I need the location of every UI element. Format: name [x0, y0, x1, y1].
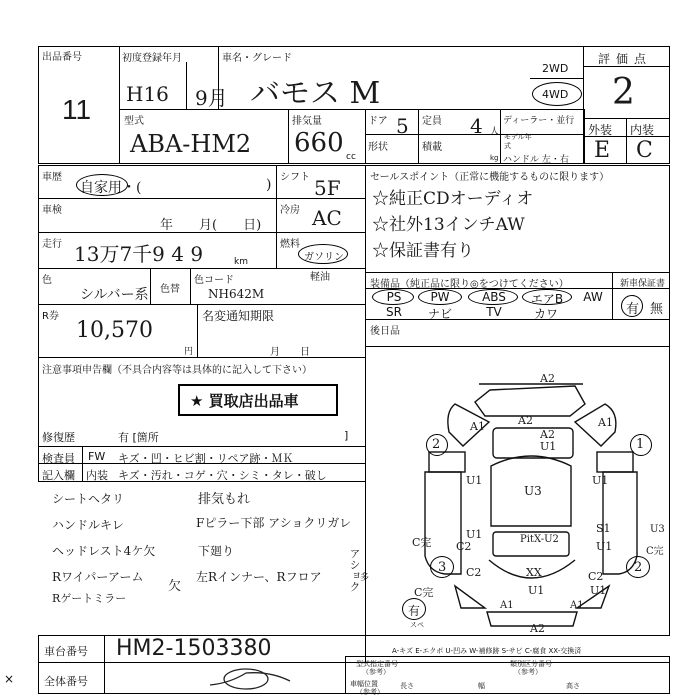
model-year-label: モデル年式	[504, 133, 532, 150]
equip-airbag: エアB	[530, 292, 564, 306]
dmg-u3-right: U3	[650, 524, 665, 535]
warranty-yes: 有	[626, 302, 640, 317]
type-value: ABA-HM2	[130, 130, 252, 158]
rating-label: 評価点	[598, 52, 653, 66]
equip-pw: PW	[430, 290, 450, 304]
circle-2-bottom: 2	[634, 560, 643, 575]
remark-mid-1: 排気もれ	[198, 492, 251, 507]
fuel-label: 燃料	[280, 239, 300, 250]
remark-left-2: ハンドルキレ	[52, 518, 124, 532]
circle-3-left: 3	[438, 560, 447, 575]
chassis-label: 車台番号	[44, 645, 88, 658]
dmg-a1-left: A1	[470, 420, 485, 433]
dmg-u1-d: U1	[466, 528, 483, 541]
mileage-value: 13万7千9 4 9	[74, 242, 204, 266]
entry-label: 記入欄	[42, 469, 75, 482]
remark-mid-3: 下廻り	[198, 544, 235, 558]
disp-label: 排気量	[292, 116, 322, 127]
class-label: 類別区分番号	[510, 660, 552, 668]
cc-unit: cc	[346, 152, 356, 162]
dmg-u1-b: U1	[466, 474, 483, 487]
sales-point-1: ☆純正CDオーディオ	[372, 189, 534, 209]
dmg-a2-center: A2	[540, 428, 555, 441]
drive-4wd-circle	[532, 82, 582, 106]
remark-small-1: 欠	[168, 579, 182, 594]
color-code-value: NH642M	[208, 287, 265, 301]
class-ref: （参考）	[514, 668, 542, 676]
color-code-label: 色コード	[194, 275, 234, 286]
inspect-label: 車検	[42, 205, 62, 216]
lot-label: 出品番号	[42, 52, 82, 63]
remark-left-4: Rワイパーアーム	[52, 570, 144, 584]
scribble	[190, 665, 310, 693]
circle-2-left: 2	[432, 437, 441, 452]
reg-month: 9月	[195, 86, 228, 110]
form-ref: （参考）	[362, 668, 390, 676]
color-value: シルバー系	[80, 287, 149, 303]
warranty-no: 無	[650, 302, 664, 317]
equip-aw: AW	[583, 290, 603, 304]
ac-label: 冷房	[280, 205, 300, 216]
lot-number: 11	[62, 94, 92, 125]
km-unit: km	[234, 257, 248, 267]
note-c-done-2: C完	[414, 586, 434, 599]
length-label: 長さ	[400, 682, 414, 690]
remark-mid-2: Fピラー下部 アショクリガレ	[196, 516, 352, 530]
dmg-pit-u2: PitX-U2	[520, 534, 559, 545]
dmg-u3-roof: U3	[524, 484, 542, 498]
note-c-done-1: C完	[412, 536, 432, 549]
dealer-label: ディーラー・並行	[503, 116, 575, 126]
dmg-a1-bottom-left: A1	[500, 600, 514, 611]
rear-item-box	[365, 319, 670, 347]
deadline-value: 月 日	[270, 347, 310, 358]
ext-label: 外装	[588, 123, 613, 137]
repair-value: 有 [箇所	[118, 431, 159, 444]
remark-small-3: 多	[360, 573, 370, 583]
history-close: )	[266, 177, 272, 193]
dmg-a2-hood: A2	[518, 414, 533, 427]
shape-label: 形状	[368, 142, 388, 153]
dmg-c2-b: C2	[588, 570, 604, 583]
color-label: 色	[42, 275, 52, 286]
dmg-u1-g: U1	[590, 584, 607, 597]
width-label: 幅	[478, 682, 485, 690]
fuel-light-oil: 軽油	[310, 272, 330, 283]
dmg-u1-a: U1	[540, 440, 557, 453]
dmg-c2-left: C2	[456, 540, 472, 553]
pos-label: 車幅位置	[350, 680, 378, 688]
margin-mark: ×	[4, 672, 15, 686]
int-label: 内装	[630, 123, 655, 137]
equip-sr: SR	[386, 305, 402, 319]
sales-point-2: ☆社外13インチAW	[372, 215, 525, 235]
door-label: ドア	[368, 116, 388, 127]
remark-left-3: ヘッドレスト4ケ欠	[52, 544, 156, 558]
entry-int: 内装	[86, 469, 108, 482]
dmg-xx: XX	[526, 566, 542, 579]
inspect-value: 年 月( 日)	[160, 218, 262, 233]
dmg-c2-a: C2	[466, 566, 482, 579]
type-label: 型式	[124, 116, 144, 127]
equip-abs: ABS	[482, 290, 506, 304]
deadline-label: 名変通知期限	[202, 309, 275, 323]
car-name: バモス M	[250, 76, 381, 111]
damage-key: A-キズ E-エクボ U-凹み W-補修跡 S-サビ C-腐食 XX-交換済	[392, 647, 582, 655]
warranty-label: 新車保証書	[620, 279, 666, 289]
color-change-label: 色替	[160, 284, 180, 295]
check-items: キズ・凹・ヒビ割・リペア跡・ＭＫ	[118, 452, 294, 465]
drive-2wd: 2WD	[542, 62, 569, 75]
dmg-s1: S1	[596, 522, 611, 535]
chassis-number: HM2-1503380	[116, 636, 272, 661]
handle-label: ハンドル 左・右	[503, 155, 569, 165]
mileage-label: 走行	[42, 239, 62, 250]
sales-label: セールスポイント（正常に機能するものに限ります）	[370, 172, 610, 183]
dmg-u1-c: U1	[592, 474, 609, 487]
dmg-a1-right: A1	[598, 416, 613, 429]
history-value: 自家用・(	[80, 180, 142, 196]
sales-point-3: ☆保証書有り	[372, 241, 474, 261]
cap-label: 定員	[422, 116, 442, 127]
equip-tv: TV	[486, 305, 502, 319]
private-use-circle	[76, 174, 128, 196]
form-label: 型式指定番号	[356, 660, 398, 668]
history-label: 車歴	[42, 172, 62, 183]
int-grade: C	[636, 138, 653, 163]
check-fw: FW	[88, 450, 106, 463]
circle-1-right: 1	[636, 437, 645, 452]
yen-unit: 円	[184, 347, 194, 357]
dmg-u1-e: U1	[596, 540, 613, 553]
car-name-label: 車名・グレード	[222, 53, 292, 64]
remark-left-5: Rゲートミラー	[52, 592, 127, 605]
first-reg-label: 初度登録年月	[122, 53, 182, 64]
repair-label: 修復歴	[42, 431, 75, 444]
cap-unit: 人	[490, 127, 500, 137]
dmg-a2-top: A2	[540, 372, 555, 385]
fuel-gasoline: ガソリン	[304, 252, 344, 263]
recycle-value: 10,570	[76, 318, 153, 343]
dmg-u1-f: U1	[528, 584, 545, 597]
cap-value: 4	[470, 114, 483, 138]
note-spare: 有	[408, 604, 421, 618]
remark-mid-4: 左Rインナー、Rフロア	[196, 570, 322, 584]
disp-value: 660	[294, 128, 344, 158]
reg-year: H16	[126, 82, 169, 106]
equip-leather: カワ	[533, 307, 558, 321]
note-spare-sub: スペ	[410, 621, 424, 629]
shift-value: 5F	[314, 176, 341, 200]
fuel-gasoline-circle	[298, 244, 348, 264]
repair-close: ]	[344, 429, 349, 442]
dmg-a1-bottom-right: A1	[570, 600, 584, 611]
remark-small-2: アショク	[348, 548, 361, 592]
rear-item-label: 後日品	[370, 326, 400, 337]
check-label: 検査員	[42, 452, 75, 465]
engine-label: 全体番号	[44, 675, 88, 688]
equip-navi: ナビ	[427, 307, 452, 321]
shift-label: シフト	[280, 172, 310, 183]
note-c-done-3: C完	[646, 546, 664, 557]
drive-4wd: 4WD	[542, 88, 569, 101]
load-label: 積載	[422, 142, 442, 153]
stamp-text: ★ 買取店出品車	[190, 392, 299, 410]
dmg-a2-bottom: A2	[530, 622, 545, 635]
door-value: 5	[396, 114, 409, 138]
rating-value: 2	[612, 72, 635, 113]
equip-ps: PS	[386, 290, 402, 304]
car-diagram	[365, 346, 670, 636]
notes-label: 注意事項申告欄（不具合内容等は具体的に記入して下さい）	[42, 365, 312, 376]
equipment-label: 装備品（純正品に限り◎をつけてください）	[370, 279, 569, 290]
recycle-label: R券	[42, 311, 59, 322]
height-label: 高さ	[566, 682, 580, 690]
remark-left-1: シートヘタリ	[52, 492, 125, 506]
kg-unit: kg	[490, 154, 499, 162]
ext-grade: E	[594, 138, 611, 163]
ac-value: AC	[312, 206, 342, 230]
entry-items: キズ・汚れ・コゲ・穴・シミ・タレ・破し	[118, 469, 327, 482]
pos-ref: （参考）	[356, 688, 384, 696]
